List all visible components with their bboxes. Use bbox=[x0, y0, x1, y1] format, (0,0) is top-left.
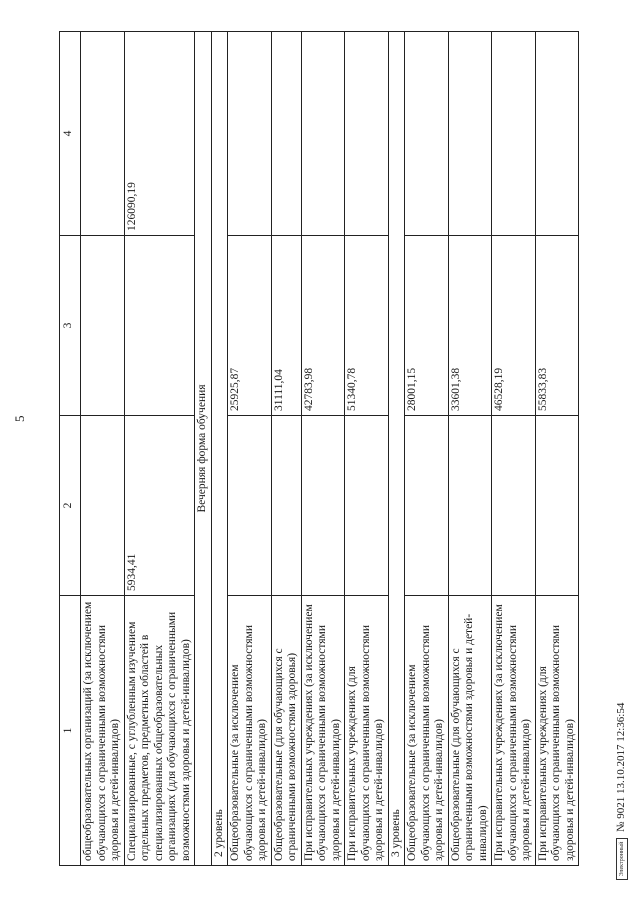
table-cell-col-3: 28001,15 bbox=[405, 236, 449, 416]
section-label: Вечерняя форма обучения bbox=[195, 32, 212, 866]
table-cell-col-2 bbox=[301, 416, 345, 596]
table-cell-col-2 bbox=[492, 416, 536, 596]
table-header-row bbox=[60, 32, 81, 866]
table-cell-col-4 bbox=[81, 32, 125, 236]
table-cell-col-1: Специализированные, с углубленным изучением отдельных предметов, предметных областей в специализированных общеобразовательных организациях (для обучающихся с ограниченными возможностями здоровья и детей-инвалидов) bbox=[124, 596, 195, 866]
level-row bbox=[388, 32, 405, 866]
table-cell-col-1: общеобразовательных организаций (за исключением обучающихся с ограниченными возможностями здоровья и детей-инвалидов) bbox=[81, 596, 125, 866]
table-cell-col-2 bbox=[345, 416, 389, 596]
table-cell-col-4 bbox=[535, 32, 579, 236]
table-cell-col-3: 31111,04 bbox=[271, 236, 301, 416]
table-cell-col-1: Общеобразовательные (за исключением обучающихся с ограниченными возможностями здоровья и детей-инвалидов) bbox=[405, 596, 449, 866]
table-row bbox=[228, 32, 272, 866]
electronic-document-stamp bbox=[616, 838, 628, 880]
table-row bbox=[448, 32, 492, 866]
table-cell-col-3 bbox=[81, 236, 125, 416]
table-cell-col-1: Общеобразовательные (за исключением обучающихся с ограниченными возможностями здоровья и детей-инвалидов) bbox=[228, 596, 272, 866]
table-cell-col-4 bbox=[345, 32, 389, 236]
level-row bbox=[211, 32, 228, 866]
table-cell-col-1: Общеобразовательные (для обучающихся с ограниченными возможностями здоровья и детей-инвалидов) bbox=[448, 596, 492, 866]
footer-block bbox=[614, 580, 634, 880]
stamp-text-top: Электронный bbox=[619, 841, 625, 877]
section-row bbox=[195, 32, 212, 866]
table-body bbox=[60, 32, 579, 866]
table-row bbox=[271, 32, 301, 866]
table-row bbox=[81, 32, 125, 866]
table-cell-col-4 bbox=[271, 32, 301, 236]
registration-number: № 9021 13.10.2017 12:36:54 bbox=[615, 702, 627, 832]
table-cell-col-2 bbox=[271, 416, 301, 596]
header-col-2: 2 bbox=[60, 416, 81, 596]
level-label: 3 уровень bbox=[388, 32, 405, 866]
table-cell-col-4 bbox=[405, 32, 449, 236]
table-cell-col-1: При исправительных учреждениях (за исключением обучающихся с ограниченными возможностями здоровья и детей-инвалидов) bbox=[301, 596, 345, 866]
table-row bbox=[535, 32, 579, 866]
table-cell-col-1: При исправительных учреждениях (за исключением обучающихся с ограниченными возможностями здоровья и детей-инвалидов) bbox=[492, 596, 536, 866]
table-cell-col-3: 55833,83 bbox=[535, 236, 579, 416]
table-cell-col-3: 51340,78 bbox=[345, 236, 389, 416]
page-number: 5 bbox=[12, 415, 27, 422]
table-cell-col-3: 42783,98 bbox=[301, 236, 345, 416]
header-col-4: 4 bbox=[60, 32, 81, 236]
table-cell-col-4: 126090,19 bbox=[124, 32, 195, 236]
header-col-3: 3 bbox=[60, 236, 81, 416]
table-cell-col-3 bbox=[124, 236, 195, 416]
table-row bbox=[405, 32, 449, 866]
table-cell-col-2 bbox=[228, 416, 272, 596]
table-cell-col-2 bbox=[535, 416, 579, 596]
table-cell-col-2 bbox=[81, 416, 125, 596]
table-row bbox=[124, 32, 195, 866]
table-cell-col-1: Общеобразовательные (для обучающихся с ограниченными возможностями здоровья) bbox=[271, 596, 301, 866]
table-cell-col-4 bbox=[492, 32, 536, 236]
table-cell-col-4 bbox=[228, 32, 272, 236]
table-cell-col-3: 25925,87 bbox=[228, 236, 272, 416]
table-cell-col-1: При исправительных учреждениях (для обучающихся с ограниченными возможностями здоровья и детей-инвалидов) bbox=[535, 596, 579, 866]
table-cell-col-2 bbox=[448, 416, 492, 596]
table-row bbox=[492, 32, 536, 866]
rotated-table-sheet bbox=[59, 32, 640, 866]
table-row bbox=[345, 32, 389, 866]
table-cell-col-3: 46528,19 bbox=[492, 236, 536, 416]
table-cell-col-1: При исправительных учреждениях (для обучающихся с ограниченными возможностями здоровья и детей-инвалидов) bbox=[345, 596, 389, 866]
table-cell-col-2 bbox=[405, 416, 449, 596]
table-cell-col-4 bbox=[448, 32, 492, 236]
header-col-1: 1 bbox=[60, 596, 81, 866]
table-cell-col-3: 33601,38 bbox=[448, 236, 492, 416]
table-row bbox=[301, 32, 345, 866]
level-label: 2 уровень bbox=[211, 32, 228, 866]
table-cell-col-4 bbox=[301, 32, 345, 236]
table-cell-col-2: 5934,41 bbox=[124, 416, 195, 596]
tariff-table bbox=[59, 31, 579, 866]
